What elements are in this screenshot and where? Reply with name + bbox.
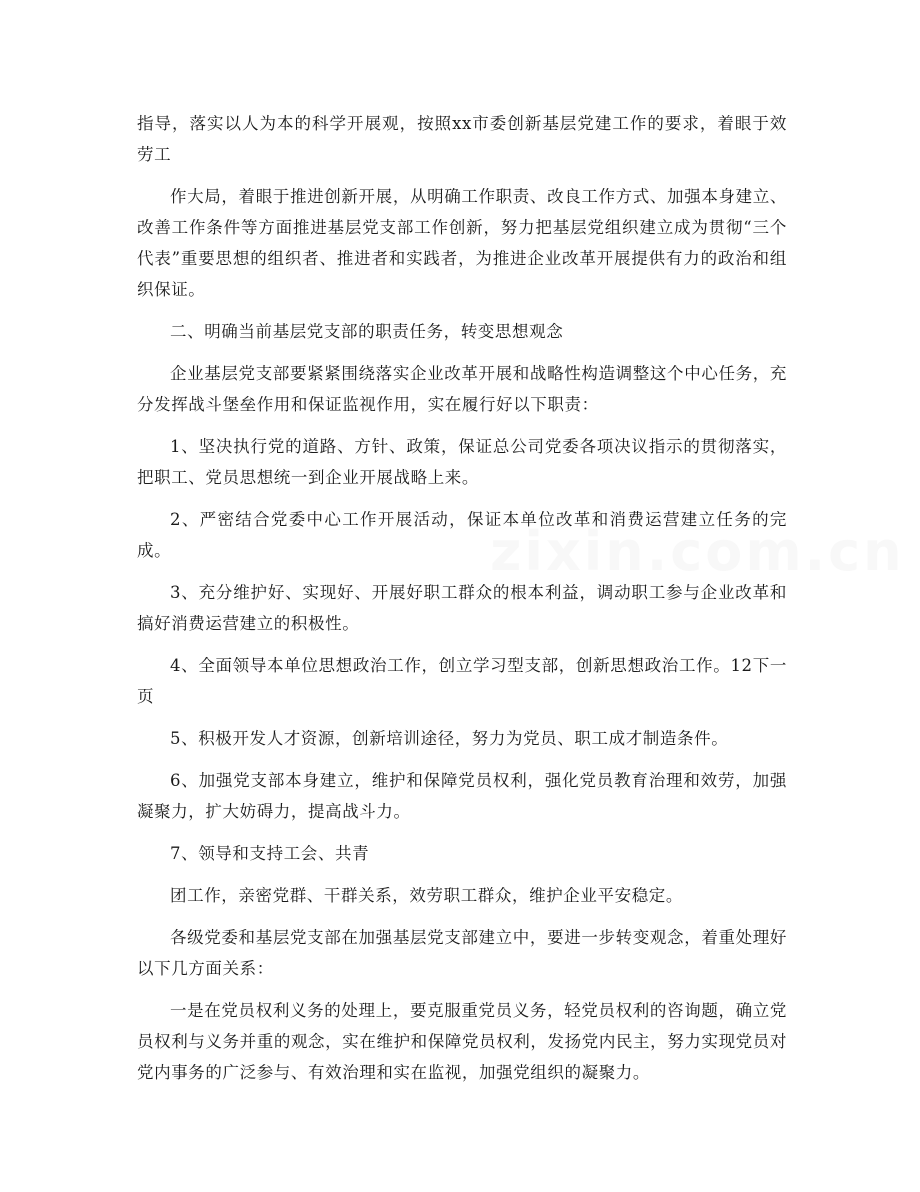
paragraph: 一是在党员权利义务的处理上，要克服重党员义务，轻党员权利的咨询题，确立党员权利与义务并重的观念，实在维护和保障党员权利，发扬党内民主，努力实现党员对党内事务的广泛参与、有效治理和实在监视，加强党组织的凝聚力。 xyxy=(137,1001,787,1082)
paragraph: 指导，落实以人为本的科学开展观，按照xx市委创新基层党建工作的要求，着眼于效劳工 xyxy=(137,114,787,164)
list-item: 5、积极开发人才资源，创新培训途径，努力为党员、职工成才制造条件。 xyxy=(170,729,729,748)
section-heading: 二、明确当前基层党支部的职责任务，转变思想观念 xyxy=(170,322,564,341)
paragraph: 各级党委和基层党支部在加强基层党支部建立中，要进一步转变观念，着重处理好以下几方面关系： xyxy=(137,928,787,978)
watermark: zixin.com.cn xyxy=(490,520,905,583)
list-item: 3、充分维护好、实现好、开展好职工群众的根本利益，调动职工参与企业改革和搞好消费运营建立的积极性。 xyxy=(137,583,787,633)
document-body xyxy=(137,108,787,1099)
paragraph: 作大局，着眼于推进创新开展，从明确工作职责、改良工作方式、加强本身建立、改善工作条件等方面推进基层党支部工作创新，努力把基层党组织建立成为贯彻“三个代表”重要思想的组织者、推进者和实践者，为推进企业改革开展提供有力的政治和组织保证。 xyxy=(137,187,787,299)
list-item: 2、严密结合党委中心工作开展活动，保证本单位改革和消费运营建立任务的完成。 xyxy=(137,510,787,560)
paragraph: 团工作，亲密党群、干群关系，效劳职工群众，维护企业平安稳定。 xyxy=(170,886,683,905)
list-item: 4、全面领导本单位思想政治工作，创立学习型支部，创新思想政治工作。12下一页 xyxy=(137,656,787,706)
list-item: 1、坚决执行党的道路、方针、政策，保证总公司党委各项决议指示的贯彻落实，把职工、党员思想统一到企业开展战略上来。 xyxy=(137,437,787,487)
list-item: 7、领导和支持工会、共青 xyxy=(170,844,370,863)
paragraph: 企业基层党支部要紧紧围绕落实企业改革开展和战略性构造调整这个中心任务，充分发挥战斗堡垒作用和保证监视作用，实在履行好以下职责： xyxy=(137,364,787,414)
list-item: 6、加强党支部本身建立，维护和保障党员权利，强化党员教育治理和效劳，加强凝聚力，扩大妨碍力，提高战斗力。 xyxy=(137,771,787,821)
